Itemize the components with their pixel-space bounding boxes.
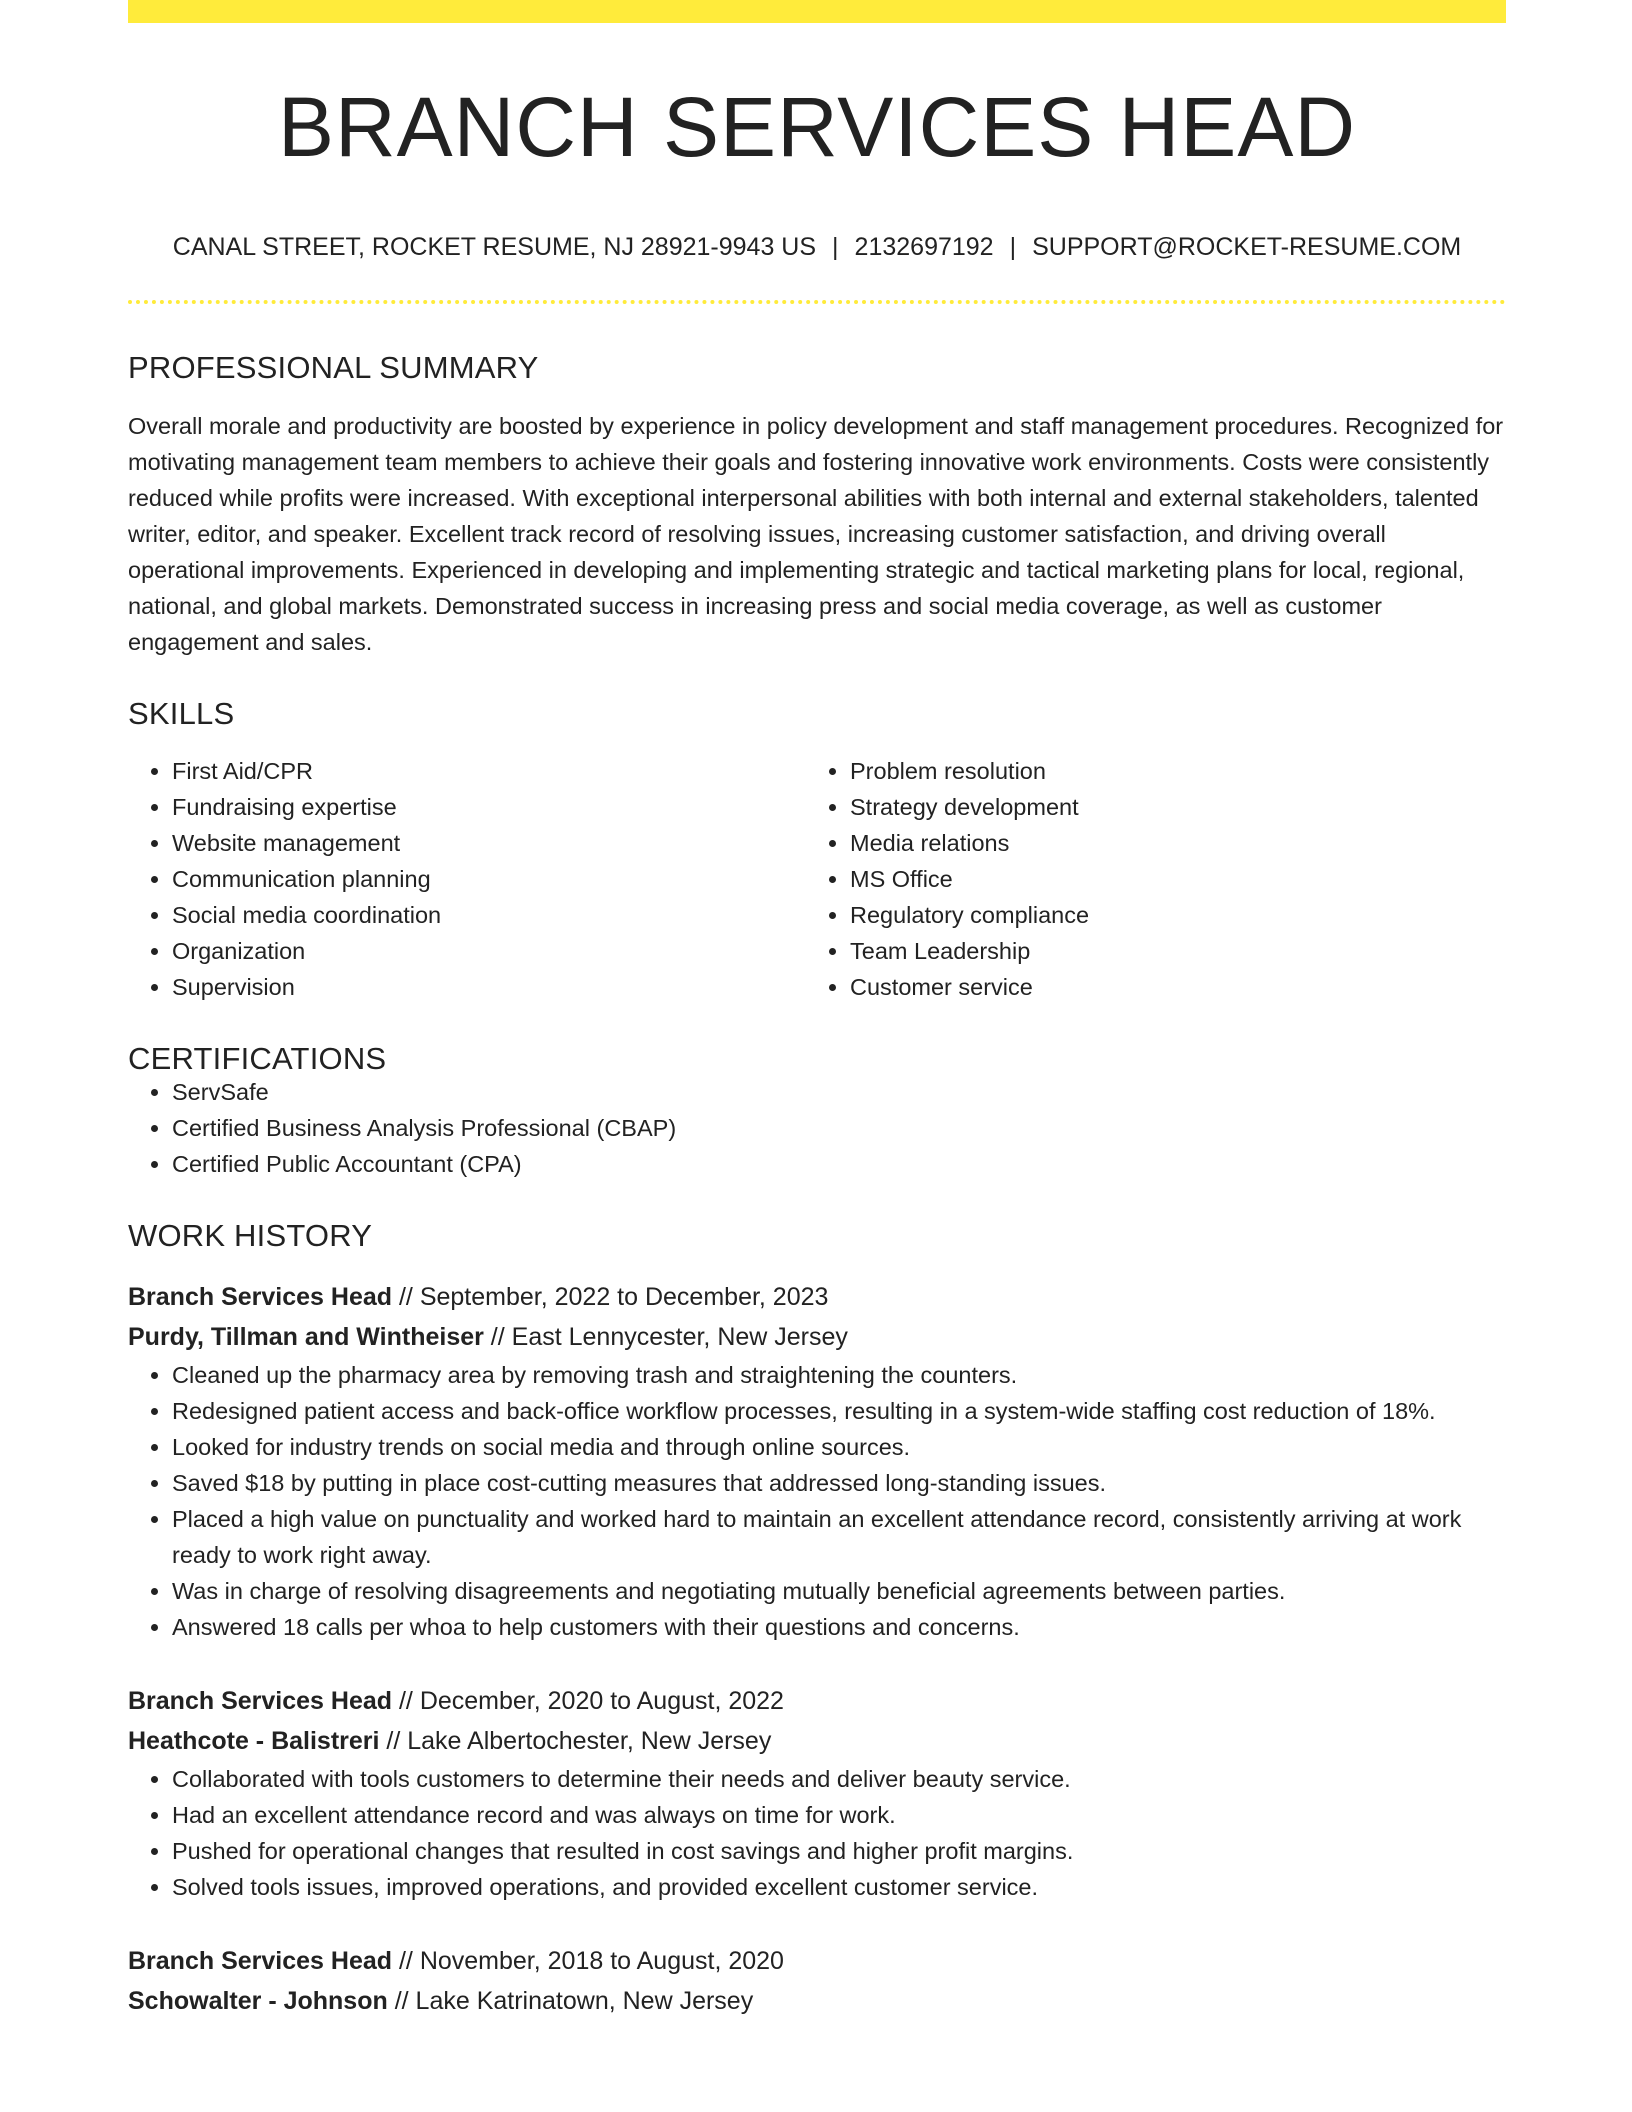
job-company-line (128, 1317, 1506, 1357)
job-company: Purdy, Tillman and Wintheiser (128, 1323, 484, 1351)
job-duty: • Pushed for operational changes that resulted in cost savings and higher profit margins. (172, 1833, 1506, 1869)
skills-column-left (128, 753, 806, 1005)
job-duties-list (128, 1357, 1506, 1645)
job-duty: • Was in charge of resolving disagreements and negotiating mutually beneficial agreements between parties. (172, 1573, 1506, 1609)
job-entry (128, 1277, 1506, 1645)
job-duty: • Solved tools issues, improved operations, and provided excellent customer service. (172, 1869, 1506, 1905)
candidate-name: BRANCH SERVICES HEAD (277, 80, 1357, 174)
job-duty: • Answered 18 calls per whoa to help customers with their questions and concerns. (172, 1609, 1506, 1645)
job-duties-list (128, 1761, 1506, 1905)
skill-item: • Supervision (172, 969, 806, 1005)
job-company: Schowalter - Johnson (128, 1987, 388, 2015)
job-title: Branch Services Head (128, 1283, 393, 1311)
skill-item: • First Aid/CPR (172, 753, 806, 789)
job-title: Branch Services Head (128, 1947, 393, 1975)
skills-column-right (806, 753, 1484, 1005)
job-title: Branch Services Head (128, 1687, 393, 1715)
contact-phone: 2132697192 (854, 233, 994, 261)
job-dates: // November, 2018 to August, 2020 (392, 1947, 784, 1975)
skills-grid (128, 753, 1506, 1005)
contact-address: CANAL STREET, ROCKET RESUME, NJ 28921-9943 US (172, 233, 817, 261)
job-location: // Lake Katrinatown, New Jersey (387, 1987, 754, 2015)
skill-item: • Communication planning (172, 861, 806, 897)
job-company-line (128, 1721, 1506, 1761)
skill-item: • Regulatory compliance (850, 897, 1484, 933)
skill-item: • Team Leadership (850, 933, 1484, 969)
skill-item: • MS Office (850, 861, 1484, 897)
job-company-line (128, 1981, 1506, 2021)
skill-item: • Fundraising expertise (172, 789, 806, 825)
skill-item: • Social media coordination (172, 897, 806, 933)
resume-page (128, 0, 1506, 2021)
job-duty: • Redesigned patient access and back-office workflow processes, resulting in a system-wide staffing cost reduction of 18%. (172, 1393, 1506, 1429)
skills-list-left (128, 753, 806, 1005)
job-title-line (128, 1681, 1506, 1721)
job-dates: // September, 2022 to December, 2023 (392, 1283, 829, 1311)
certifications-heading: CERTIFICATIONS (128, 1041, 387, 1076)
contact-line (128, 235, 1506, 260)
contact-separator: | (832, 233, 839, 261)
skill-item: • Website management (172, 825, 806, 861)
summary-heading: PROFESSIONAL SUMMARY (128, 350, 539, 385)
certification-item: • Certified Business Analysis Professional (CBAP) (172, 1110, 1506, 1146)
job-duty: • Looked for industry trends on social media and through online sources. (172, 1429, 1506, 1465)
skill-item: • Problem resolution (850, 753, 1484, 789)
job-duty: • Had an excellent attendance record and was always on time for work. (172, 1797, 1506, 1833)
header-divider (128, 300, 1506, 304)
job-entry (128, 1681, 1506, 1905)
job-title-line (128, 1941, 1506, 1981)
certification-item: • ServSafe (172, 1074, 1506, 1110)
top-accent-bar (128, 0, 1506, 23)
job-duty: • Cleaned up the pharmacy area by removing trash and straightening the counters. (172, 1357, 1506, 1393)
job-location: // Lake Albertochester, New Jersey (379, 1727, 772, 1755)
certifications-list (128, 1074, 1506, 1182)
work-history-heading: WORK HISTORY (128, 1218, 373, 1253)
skills-heading: SKILLS (128, 696, 235, 731)
certification-item: • Certified Public Accountant (CPA) (172, 1146, 1506, 1182)
skill-item: • Customer service (850, 969, 1484, 1005)
skill-item: • Media relations (850, 825, 1484, 861)
skills-list-right (806, 753, 1484, 1005)
contact-email: SUPPORT@ROCKET-RESUME.COM (1032, 233, 1462, 261)
job-title-line (128, 1277, 1506, 1317)
job-dates: // December, 2020 to August, 2022 (392, 1687, 784, 1715)
job-entry (128, 1941, 1506, 2021)
skill-item: • Strategy development (850, 789, 1484, 825)
job-duty: • Saved $18 by putting in place cost-cutting measures that addressed long-standing issues. (172, 1465, 1506, 1501)
contact-separator: | (1009, 233, 1017, 261)
summary-text: Overall morale and productivity are boosted by experience in policy development and staff management procedures. Recognized for motivating management team members to achieve their goals and fostering innovative work environments. Costs were consistently reduced while profits were increased. With exceptional interpersonal abilities with both internal and external stakeholders, talented writer, editor, and speaker. Excellent track record of resolving issues, increasing customer satisfaction, and driving overall operational improvements. Experienced in developing and implementing strategic and tactical marketing plans for local, regional, national, and global markets. Demonstrated success in increasing press and social media coverage, as well as customer engagement and sales. (128, 413, 1504, 655)
job-duty: • Placed a high value on punctuality and worked hard to maintain an excellent attendance record, consistently arriving at work ready to work right away. (172, 1501, 1506, 1573)
job-duty: • Collaborated with tools customers to determine their needs and deliver beauty service. (172, 1761, 1506, 1797)
skill-item: • Organization (172, 933, 806, 969)
job-company: Heathcote - Balistreri (128, 1727, 380, 1755)
job-location: // East Lennycester, New Jersey (483, 1323, 848, 1351)
